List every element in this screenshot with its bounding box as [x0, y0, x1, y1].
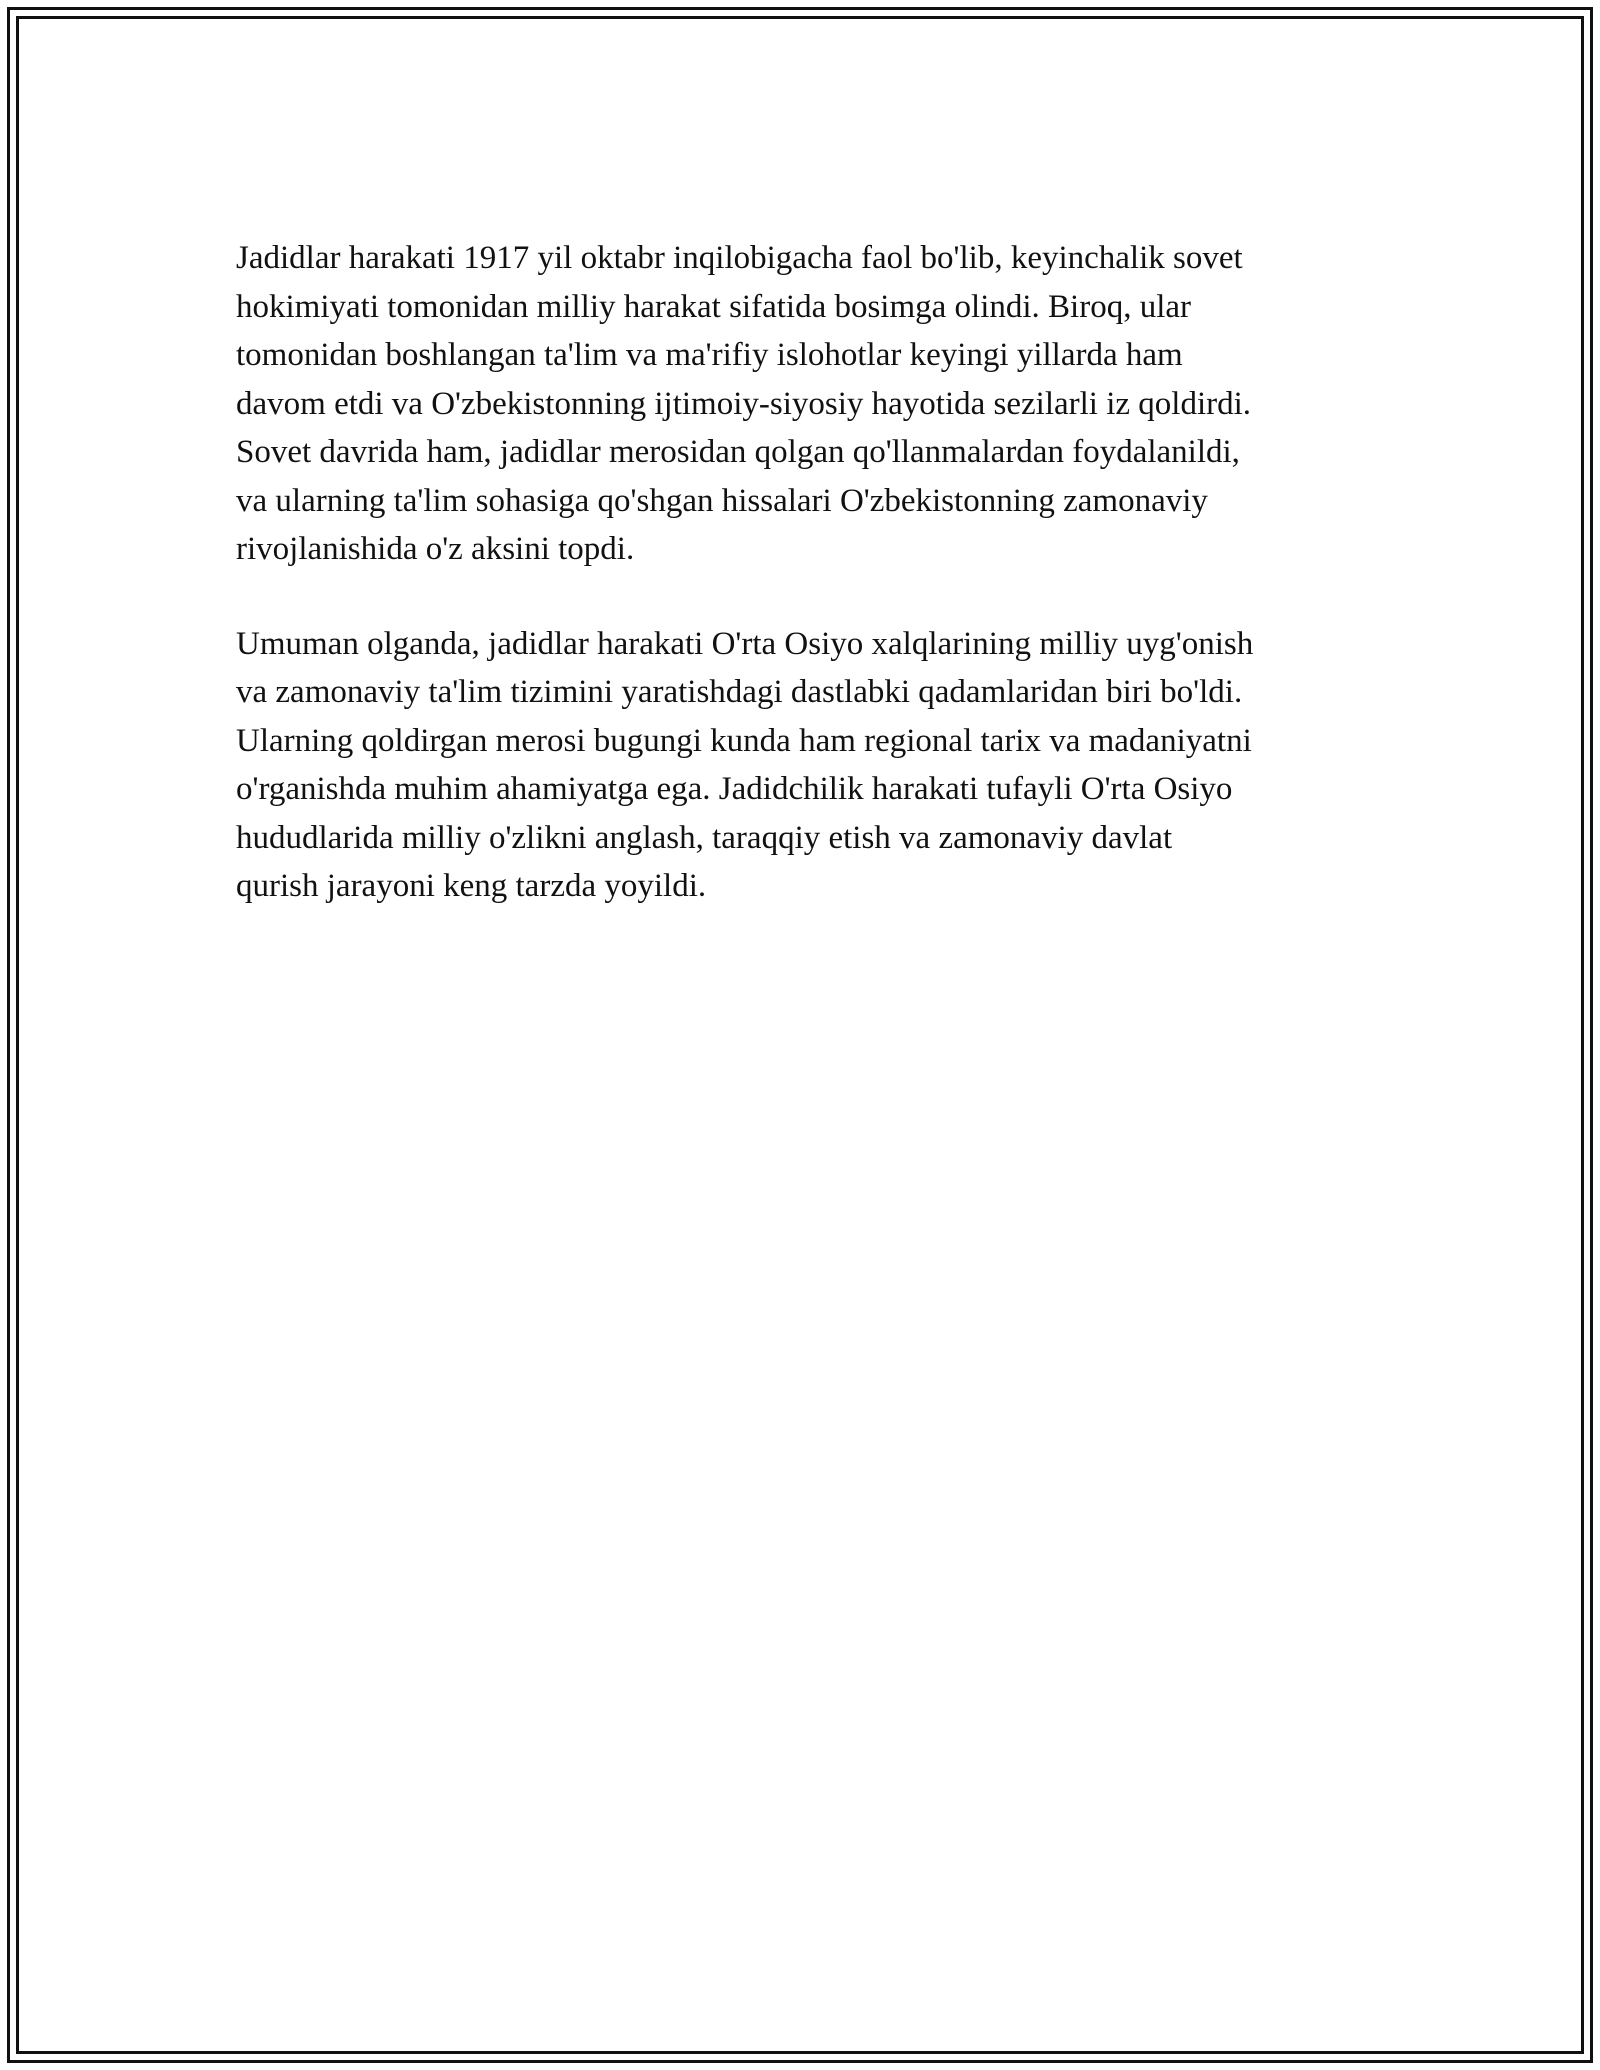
paragraph-2: Umuman olganda, jadidlar harakati O'rta Osiyo xalqlarining milliy uyg'onish va zamonaviy ta'lim tizimini yaratishdagi dastlabki qadamlaridan biri bo'ldi. Ularning qoldirgan merosi bugungi kunda ham regional tarix va madaniyatni o'rganishda muhim ahamiyatga ega. Jadidchilik harakati tufayli O'rta Osiyo hududlarida milliy o'zlikni anglash, taraqqiy etish va zamonaviy davlat qurish jarayoni keng tarzda yoyildi.	[236, 625, 1254, 904]
paragraph-1: Jadidlar harakati 1917 yil oktabr inqilobigacha faol bo'lib, keyinchalik sovet hokimiyati tomonidan milliy harakat sifatida bosimga olindi. Biroq, ular tomonidan boshlangan ta'lim va ma'rifiy islohotlar keyingi yillarda ham davom etdi va O'zbekistonning ijtimoiy-siyosiy hayotida sezilarli iz qoldirdi. Sovet davrida ham, jadidlar merosidan qolgan qo'llanmalardan foydalanildi, va ularning ta'lim sohasiga qo'shgan hissalari O'zbekistonning zamonaviy rivojlanishida o'z aksini topdi.	[236, 240, 1252, 567]
document-body	[236, 234, 1396, 911]
